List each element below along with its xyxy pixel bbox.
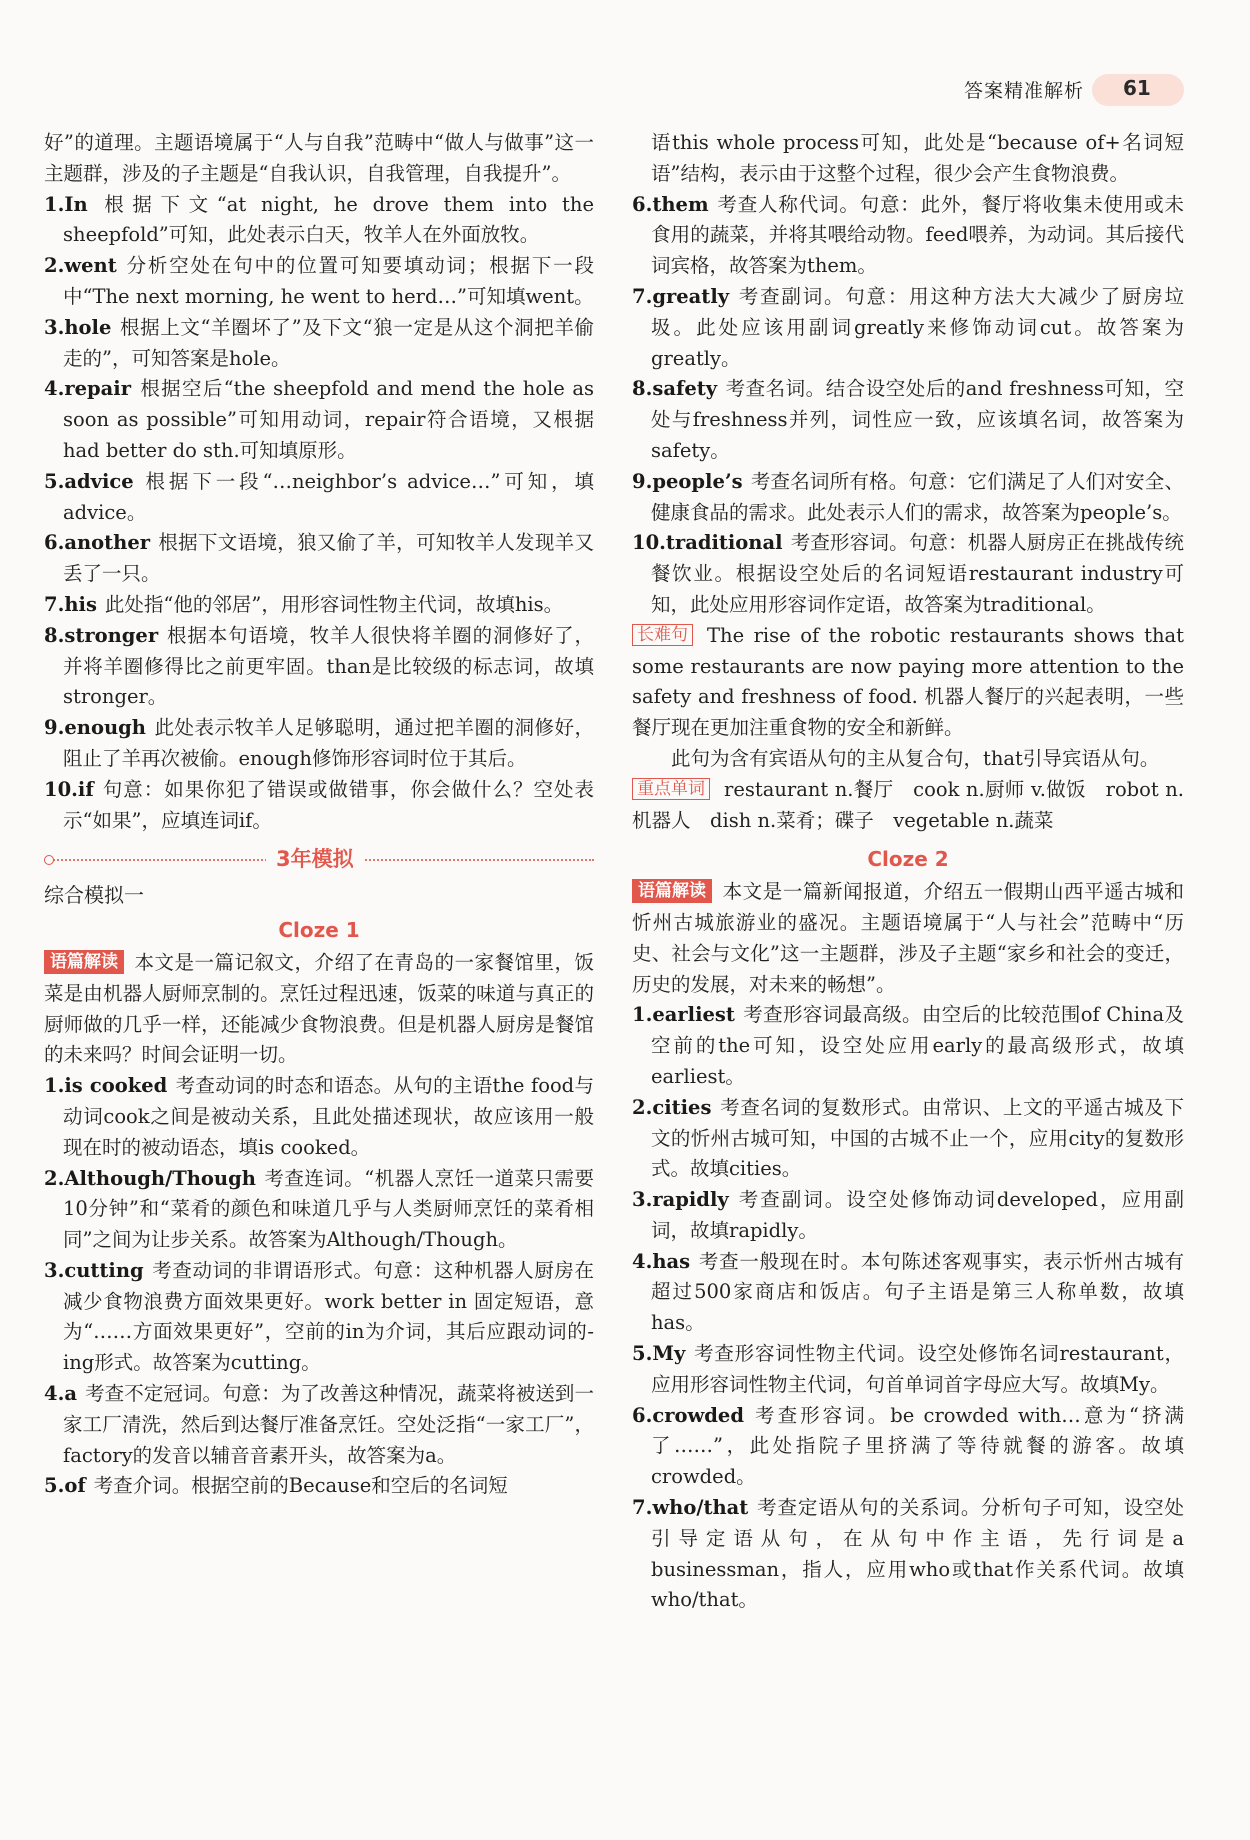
answer-item: 4.has 考查一般现在时。本句陈述客观事实，表示忻州古城有超过500家商店和饭店。句子主语是第三人称单数，故填has。 (632, 1249, 1184, 1335)
section-divider (44, 842, 594, 878)
answer-item: 2.cities 考查名词的复数形式。由常识、上文的平遥古城及下文的忻州古城可知，中国的古城不止一个，应用city的复数形式。故填cities。 (632, 1095, 1184, 1181)
answer-item: 5.of 考查介词。根据空前的Because和空后的名词短 (44, 1474, 508, 1498)
answer-item: 1.is cooked 考查动词的时态和语态。从句的主语the food与动词cook之间是被动关系，且此处描述现状，故应该用一般现在时的被动语态，填is cooked。 (44, 1074, 594, 1159)
page-header (0, 62, 1250, 106)
long-sentence-note: 此句为含有宾语从句的主从复合句，that引导宾语从句。 (671, 746, 1160, 770)
section-title: 综合模拟一 (44, 883, 144, 908)
divider-dot-icon (44, 855, 54, 865)
cloze-title: Cloze 1 (278, 918, 360, 943)
answer-item: 1.earliest 考查形容词最高级。由空后的比较范围of China及空前的the可知，设空处应用early的最高级形式，故填earliest。 (632, 1003, 1184, 1088)
reading-analysis: 语篇解读 本文是一篇新闻报道，介绍五一假期山西平遥古城和忻州古城旅游业的盛况。主题语境属于“人与社会”范畴中“历史、社会与文化”这一主题群，涉及子主题“家乡和社会的变迁，历史的发展，对未来的畅想”。 (632, 880, 1184, 996)
left-column (44, 128, 594, 1502)
answer-item: 4.a 考查不定冠词。句意：为了改善这种情况，蔬菜将被送到一家工厂清洗，然后到达餐厅准备烹饪。空处泛指“一家工厂”，factory的发音以辅音音素开头，故答案为a。 (44, 1382, 594, 1467)
page-number: 61 (1123, 76, 1151, 100)
answer-item: 7.who/that 考查定语从句的关系词。分析句子可知，设空处引导定语从句，在从句中作主语，先行词是a businessman，指人，应用who或that作关系代词。故填who/that。 (632, 1496, 1184, 1612)
answer-item: 3.rapidly 考查副词。设空处修饰动词developed，应用副词，故填rapidly。 (632, 1188, 1184, 1242)
answer-item: 6.crowded 考查形容词。be crowded with…意为“挤满了……”，此处指院子里挤满了等待就餐的游客。故填crowded。 (632, 1403, 1184, 1489)
answer-item: 8.stronger 根据本句语境，牧羊人很快将羊圈的洞修好了，并将羊圈修得比之前更牢固。than是比较级的标志词，故填stronger。 (44, 623, 594, 709)
long-sentence: 长难句 The rise of the robotic restaurants shows that some restaurants are now paying more attention to the safety and freshness of food. 机器人餐厅的兴起表明，一些餐厅现在更加注重食物的安全和新鲜。 (632, 623, 1184, 740)
header-title: 答案精准解析 (964, 80, 1085, 102)
answer-item: 2.went 分析空处在句中的位置可知要填动词；根据下一段中“The next morning, he went to herd…”可知填went。 (44, 254, 594, 308)
answer-item: 3.cutting 考查动词的非谓语形式。句意：这种机器人厨房在减少食物浪费方面效果更好。work better in 固定短语，意为“……方面效果更好”，空前的in为介词，其后应跟动词的-ing形式。故答案为cutting。 (44, 1258, 594, 1375)
reading-tag: 语篇解读 (44, 950, 124, 974)
answer-item: 1.In 根据下文“at night, he drove them into the sheepfold”可知，此处表示白天，牧羊人在外面放牧。 (44, 192, 594, 247)
answer-item: 5.My 考查形容词性物主代词。设空处修饰名词restaurant，应用形容词性物主代词，句首单词首字母应大写。故填My。 (632, 1342, 1184, 1396)
answer-item: 2.Although/Though 考查连词。“机器人烹饪一道菜只需要10分钟”和“菜肴的颜色和味道几乎与人类厨师烹饪的菜肴相同”之间为让步关系。故答案为Although/Though。 (44, 1166, 594, 1252)
answer-item: 7.greatly 考查副词。句意：用这种方法大大减少了厨房垃圾。此处应该用副词greatly来修饰动词cut。故答案为greatly。 (632, 284, 1184, 370)
intro-paragraph: 好”的道理。主题语境属于“人与自我”范畴中“做人与做事”这一主题群，涉及的子主题是“自我认识，自我管理，自我提升”。 (44, 131, 594, 185)
cloze-title: Cloze 2 (867, 847, 949, 872)
vocabulary: 重点单词 restaurant n.餐厅 cook n.厨师 v.做饭 robot n.机器人 dish n.菜肴；碟子 vegetable n.蔬菜 (632, 777, 1184, 832)
answer-item: 9.people’s 考查名词所有格。句意：它们满足了人们对安全、健康食品的需求。此处表示人们的需求，故答案为people’s。 (632, 469, 1184, 524)
vocab-tag: 重点单词 (632, 778, 710, 800)
continued-paragraph: 语this whole process可知，此处是“because of+名词短语”结构，表示由于这整个过程，很少会产生食物浪费。 (651, 131, 1184, 185)
long-sentence-tag: 长难句 (632, 624, 693, 646)
answer-item: 7.his 此处指“他的邻居”，用形容词性物主代词，故填his。 (44, 592, 564, 616)
answer-item: 10.traditional 考查形容词。句意：机器人厨房正在挑战传统餐饮业。根据设空处后的名词短语restaurant industry可知，此处应用形容词作定语，故答案为traditional。 (632, 531, 1184, 616)
answer-item: 8.safety 考查名词。结合设空处后的and freshness可知，空处与freshness并列，词性应一致，应该填名词，故答案为safety。 (632, 377, 1184, 462)
answer-item: 6.another 根据下文语境，狼又偷了羊，可知牧羊人发现羊又丢了一只。 (44, 531, 594, 586)
answer-item: 9.enough 此处表示牧羊人足够聪明，通过把羊圈的洞修好，阻止了羊再次被偷。enough修饰形容词时位于其后。 (44, 716, 594, 770)
answer-item: 5.advice 根据下一段“…neighbor’s advice…”可知，填advice。 (44, 469, 594, 524)
divider-label: 3年模拟 (266, 844, 364, 875)
reading-analysis: 语篇解读 本文是一篇记叙文，介绍了在青岛的一家餐馆里，饭菜是由机器人厨师烹制的。烹饪过程迅速，饭菜的味道与真正的厨师做的几乎一样，还能减少食物浪费。但是机器人厨房是餐馆的未来吗？时间会证明一切。 (44, 950, 594, 1067)
answer-item: 10.if 句意：如果你犯了错误或做错事，你会做什么？空处表示“如果”，应填连词if。 (44, 777, 594, 832)
reading-tag: 语篇解读 (632, 879, 712, 903)
right-column (632, 128, 1184, 1616)
answer-item: 3.hole 根据上文“羊圈坏了”及下文“狼一定是从这个洞把羊偷走的”，可知答案是hole。 (44, 315, 594, 370)
answer-item: 6.them 考查人称代词。句意：此外，餐厅将收集未使用或未食用的蔬菜，并将其喂给动物。feed喂养，为动词。其后接代词宾格，故答案为them。 (632, 192, 1184, 278)
answer-item: 4.repair 根据空后“the sheepfold and mend the hole as soon as possible”可知用动词，repair符合语境，又根据had better do sth.可知填原形。 (44, 377, 594, 462)
